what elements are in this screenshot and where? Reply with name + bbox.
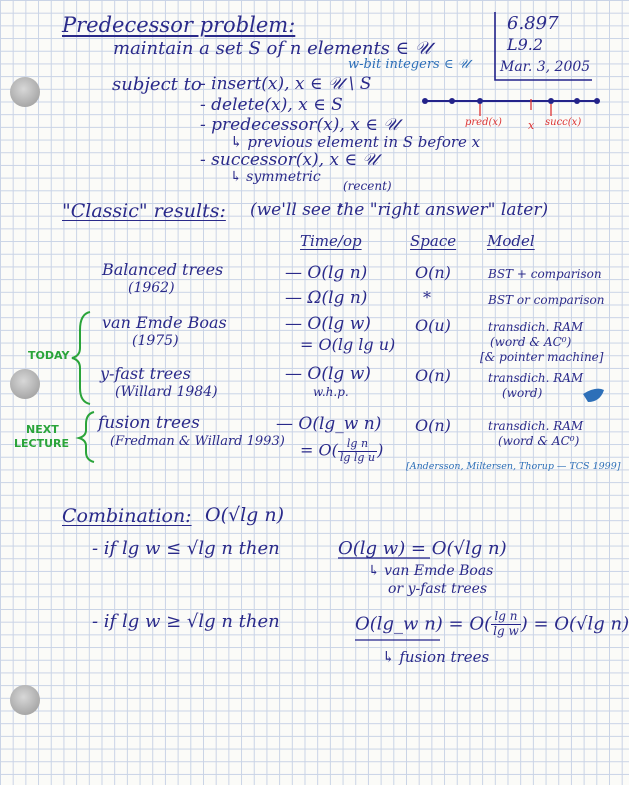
header-model: Model: [487, 232, 535, 250]
problem-statement: maintain a set S of n elements ∈ 𝒰: [113, 38, 431, 59]
row-space: O(u): [415, 316, 451, 335]
row-year: (1975): [132, 333, 179, 349]
row-time: — O(lg_w n): [276, 414, 382, 434]
row-model: transdich. RAM: [488, 419, 584, 433]
number-line-point: [574, 98, 580, 104]
row-time: — Ω(lg n): [285, 288, 368, 308]
op-insert: - insert(x), x ∈ 𝒰 \ S: [200, 74, 372, 94]
header-time: Time/op: [300, 232, 362, 250]
row-model: BST + comparison: [488, 267, 602, 281]
combination-title: Combination:: [62, 505, 192, 527]
case2-fraction: [491, 610, 521, 639]
row-space: O(n): [415, 416, 451, 435]
lecture-date: Mar. 3, 2005: [500, 59, 591, 75]
case2-result: [355, 610, 629, 639]
row-model: (word & AC⁰): [498, 434, 580, 448]
case2-denominator: lg w: [493, 623, 519, 638]
fraction-open: = O(: [300, 440, 338, 460]
combination-bound: O(√lg n): [205, 504, 285, 526]
row-time: — O(lg w): [285, 364, 371, 384]
case1-condition: - if lg w ≤ √lg n then: [92, 538, 280, 559]
lecture-label: LECTURE: [14, 437, 70, 450]
row-model: transdich. RAM: [488, 320, 584, 334]
row-year: (Fredman & Willard 1993): [110, 434, 285, 449]
case2-numerator: lg n: [491, 610, 521, 625]
fraction: [338, 438, 377, 464]
case1-result: O(lg w) = O(√lg n): [338, 538, 507, 559]
row-time-fraction: [300, 438, 383, 464]
fraction-numerator: lg n: [338, 438, 377, 452]
row-name: y-fast trees: [100, 364, 191, 383]
row-model: [& pointer machine]: [480, 350, 604, 364]
row-time: w.h.p.: [313, 385, 349, 399]
case2-note: ↳ fusion trees: [382, 648, 490, 666]
pred-label: pred(x): [465, 117, 502, 128]
classic-title: "Classic" results:: [62, 200, 226, 222]
op-delete: - delete(x), x ∈ S: [200, 95, 343, 115]
number-line-point: [449, 98, 455, 104]
row-model: BST or comparison: [488, 293, 605, 307]
today-brace: [72, 312, 90, 404]
leaf-icon: [583, 389, 604, 402]
case2-close: ) = O(√lg n): [520, 613, 629, 635]
fraction-denominator: lg lg u: [339, 450, 376, 464]
recent-note: (recent): [343, 179, 392, 193]
case1-note: or y-fast trees: [388, 581, 488, 597]
row-model: (word & AC⁰): [490, 335, 572, 349]
op-successor-note: ↳ symmetric: [230, 169, 321, 185]
op-predecessor-note: ↳ previous element in S before x: [230, 133, 481, 151]
row-year: (1962): [128, 280, 175, 296]
row-space: *: [423, 288, 431, 307]
next-label: NEXT: [26, 423, 59, 436]
number-line-point: [548, 98, 554, 104]
op-successor: - successor(x), x ∈ 𝒰: [200, 150, 378, 170]
fraction-close: ): [377, 440, 384, 460]
row-model: transdich. RAM: [488, 371, 584, 385]
row-space: O(n): [415, 263, 451, 282]
row-time: — O(lg n): [285, 263, 368, 283]
subject-to: subject to: [112, 74, 202, 95]
number-line-point: [422, 98, 428, 104]
succ-label: succ(x): [545, 117, 582, 128]
number-line-point: [477, 98, 483, 104]
course-number: 6.897: [507, 13, 559, 34]
case1-note: ↳ van Emde Boas: [368, 563, 494, 579]
next-brace: [79, 412, 94, 462]
citation: [Andersson, Miltersen, Thorup — TCS 1999]: [406, 461, 621, 472]
number-line-point: [594, 98, 600, 104]
case2-open: O(lg_w n) = O(: [355, 613, 492, 635]
classic-aside: (we'll see the "right answer" later): [250, 200, 549, 220]
op-predecessor: - predecessor(x), x ∈ 𝒰: [200, 115, 399, 135]
row-name: van Emde Boas: [102, 313, 227, 332]
x-label: x: [528, 119, 535, 132]
row-year: (Willard 1984): [115, 384, 218, 400]
today-label: TODAY: [28, 349, 70, 362]
row-time: — O(lg w): [285, 314, 371, 334]
lecture-number: L9.2: [507, 35, 544, 54]
row-model: (word): [502, 386, 543, 400]
row-name: fusion trees: [98, 413, 200, 433]
row-name: Balanced trees: [102, 260, 224, 279]
header-space: Space: [410, 232, 457, 250]
row-time: = O(lg lg u): [300, 335, 396, 354]
case2-condition: - if lg w ≥ √lg n then: [92, 611, 280, 632]
page-title: Predecessor problem:: [62, 13, 296, 37]
wbit-note: w-bit integers ∈ 𝒰: [348, 57, 470, 72]
row-space: O(n): [415, 366, 451, 385]
